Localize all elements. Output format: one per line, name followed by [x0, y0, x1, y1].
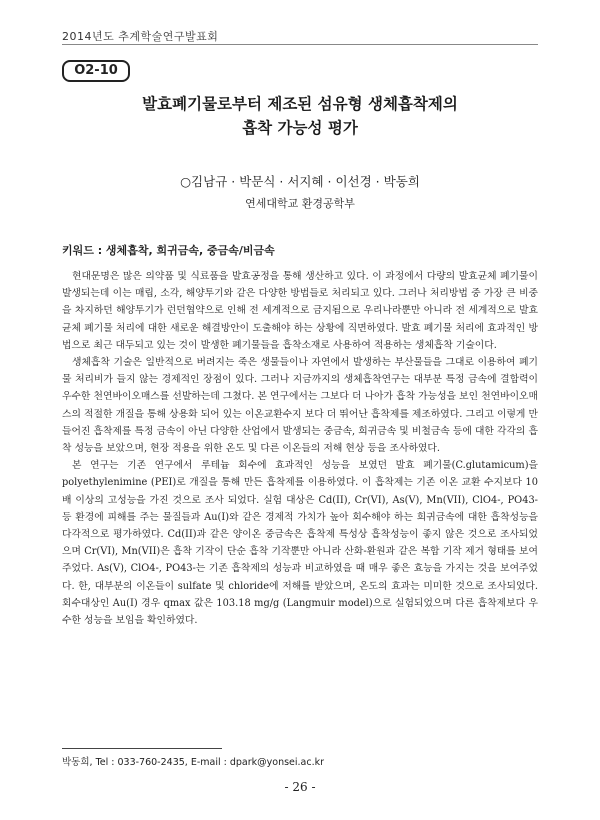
paper-code-badge: O2-10	[62, 60, 130, 82]
author-list: ○김남규 · 박문식 · 서지혜 · 이선경 · 박동희	[180, 174, 420, 189]
title-line-1: 발효폐기물로부터 제조된 섬유형 생체흡착제의	[142, 95, 458, 113]
paragraph-3: 본 연구는 기존 연구에서 루테늄 회수에 효과적인 성능을 보였던 발효 폐기물(C.glutamicum)을 polyethylenimine (PEI)로 개질을 통해 만든 흡착제를 이용하였다. 이 흡착제는 기존 이온 교환 수지보다 10배 이상의 고성능을 가진 것으로 조사 되었다. 실험 대상은 Cd(II), Cr(VI), As(V), Mn(VII), ClO4-, PO43- 등 환경에 피해를 주는 물질들과 Au(I)와 같은 경제적 가치가 높아 회수해야 하는 희귀금속에 대한 흡착성능을 다각적으로 평가하였다. Cd(II)과 같은 양이온 중금속은 흡착제 특성상 흡착성능이 좋지 않은 것으로 조사되었으며 Cr(VI), Mn(VII)은 흡착 기작이 단순 흡착 기작뿐만 아니라 산화-환원과 같은 복합 기작 제거 형태를 보여주었다. As(V), ClO4-, PO43-는 기존 흡착제의 성능과 비교하였을 때 매우 좋은 효능을 가지는 것을 보여주었다. 한, 대부분의 이온들이 sulfate 및 chloride에 저해를 받았으며, 온도의 효과는 미미한 것으로 조사되었다. 회수대상인 Au(I) 경우 qmax 값은 103.18 mg/g (Langmuir model)으로 실험되었으며 다른 흡착제보다 우수한 성능을 보임을 확인하였다.	[62, 460, 538, 627]
affiliation: 연세대학교 환경공학부	[245, 197, 355, 210]
page-number: - 26 -	[284, 780, 316, 794]
footnote: 박동희, Tel : 033-760-2435, E-mail : dpark@yonsei.ac.kr	[62, 757, 325, 768]
paper-title	[62, 92, 538, 140]
paragraph-2: 생체흡착 기술은 일반적으로 버려지는 죽은 생물들이나 자연에서 발생하는 부산물들을 그대로 이용하여 폐기물 처리비가 들지 않는 경제적인 장점이 있다. 그러나 지금까지의 생체흡착연구는 대부분 특정 금속에 결합력이 우수한 천연바이오매스를 선발하는데 그쳤다. 본 연구에서는 그보다 더 나아가 흡착 가능성을 보인 천연바이오매스의 적절한 개질을 통해 상용화 되어 있는 이온교환수지 보다 더 뛰어난 흡착제를 제조하였다. 그리고 이렇게 만들어진 흡착제를 특정 금속이 아닌 다양한 산업에서 발생되는 중금속, 희귀금속 및 비철금속 등에 대한 각각의 흡착 성능을 보았으며, 현장 적용을 위한 온도 및 다른 이온들의 저해 현상 등을 조사하였다.	[62, 357, 538, 455]
title-line-2: 흡착 가능성 평가	[242, 119, 358, 137]
header-rule	[62, 44, 538, 45]
footnote-rule	[62, 748, 222, 749]
abstract-body	[62, 268, 538, 629]
paragraph-1: 현대문명은 많은 의약품 및 식료품을 발효공정을 통해 생산하고 있다. 이 과정에서 다량의 발효균체 폐기물이 발생되는데 이는 매립, 소각, 해양투기와 같은 다양한 방법들로 처리되고 있다. 그러나 처리방법 중 가장 큰 비중을 차지하던 해양투기가 런던협약으로 인해 전 세계적으로 금지됨으로 우리나라뿐만 아니라 전 세계적으로 발효균체 폐기물 처리에 대한 새로운 해결방안이 도출해야 하는 상황에 직면하였다. 발효 폐기물 처리에 효과적인 방법으로 최근 대두되고 있는 것이 발생한 폐기물들을 흡착소재로 사용하여 적용하는 생체흡착 기술이다.	[62, 271, 538, 351]
keywords: 키워드 : 생체흡착, 희귀금속, 중금속/비금속	[62, 244, 275, 257]
proceedings-header: 2014년도 추계학술연구발표회	[62, 30, 219, 43]
